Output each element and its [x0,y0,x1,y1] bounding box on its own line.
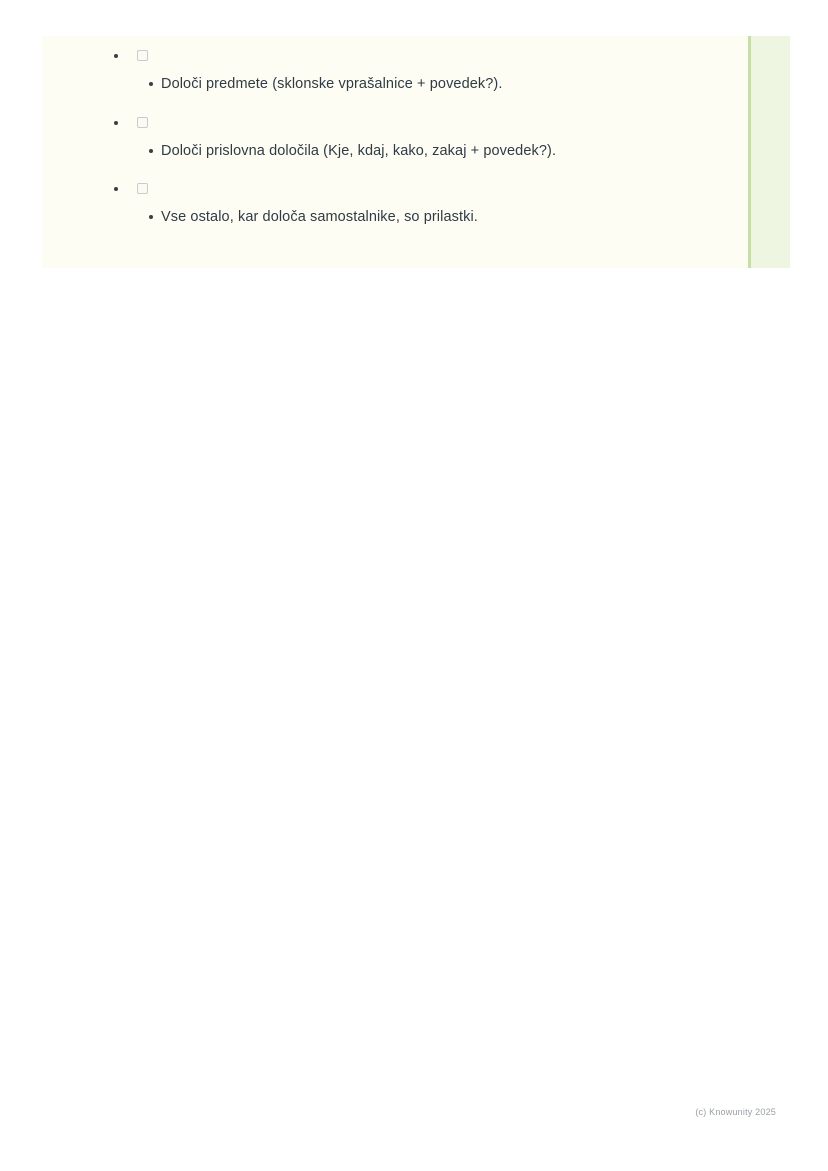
checklist-item-label: Vse ostalo, kar določa samostalnike, so prilastki. [161,209,478,225]
bullet-icon [114,54,118,58]
list-item [42,74,503,96]
checkbox-icon[interactable] [137,50,148,61]
bullet-icon [114,187,118,191]
checkbox-icon[interactable] [137,117,148,128]
checklist-checkbox-row [42,181,478,199]
checklist-checkbox-row [42,115,556,133]
checklist-item-label: Določi prislovna določila (Kje, kdaj, kako, zakaj + povedek?). [161,143,557,159]
bullet-icon [149,149,153,153]
list-item [42,207,478,229]
accent-band [748,36,790,268]
checklist-group [42,115,556,163]
checklist-item-label: Določi predmete (sklonske vprašalnice + povedek?). [161,76,503,92]
bullet-icon [149,82,153,86]
accent-rule [748,36,751,268]
checklist-card [42,36,790,268]
footer-copyright: (c) Knowunity 2025 [695,1107,776,1117]
checklist-group [42,181,478,229]
list-item [42,141,556,163]
bullet-icon [114,121,118,125]
checkbox-icon[interactable] [137,183,148,194]
bullet-icon [149,215,153,219]
checklist-group [42,48,503,96]
checklist-checkbox-row [42,48,503,66]
